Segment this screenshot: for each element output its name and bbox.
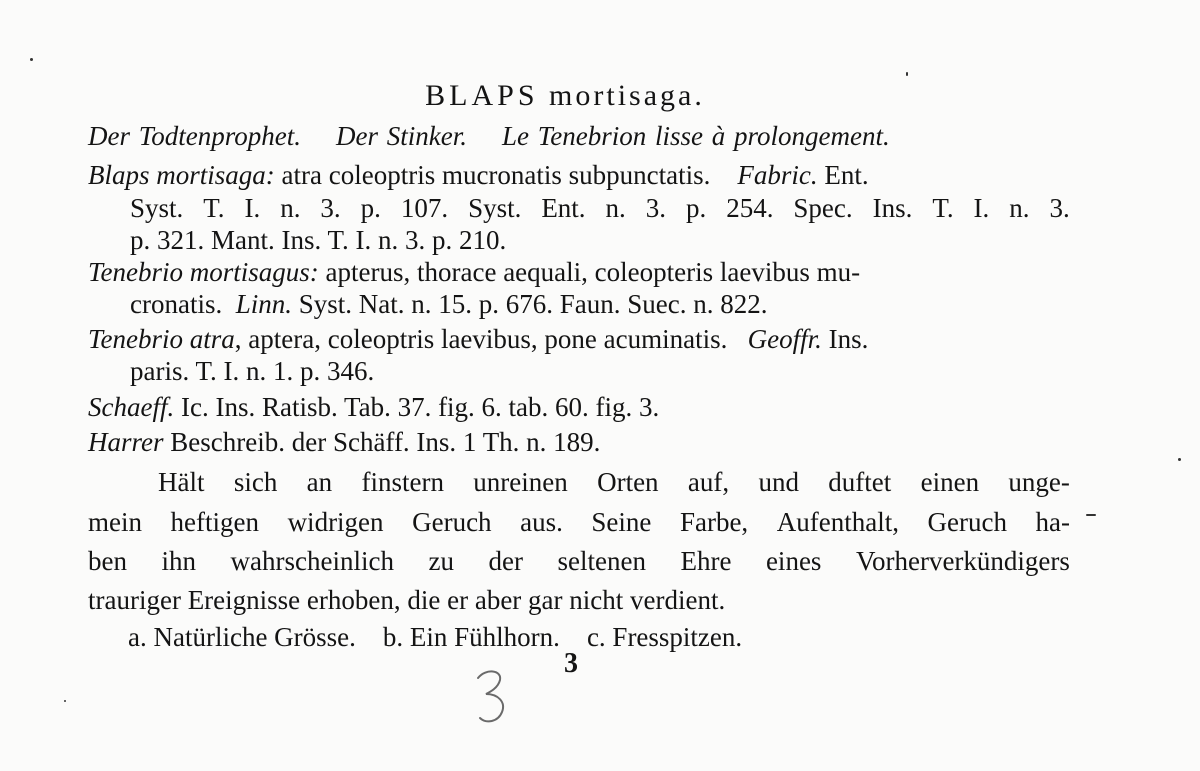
entry-tenebrio-atra-text-1: , aptera, coleoptris laevibus, pone acuminatis. [234,324,728,354]
scan-speck [30,58,33,61]
entry-blaps-text-2-word: n. [605,193,626,223]
entry-blaps-text-2-word: Syst. [130,193,184,223]
scan-speck [1178,458,1181,461]
entry-tenebrio-atra-line-1 [88,323,1070,355]
handwritten-number-3 [468,664,516,728]
paragraph-text-2-word: ha- [1035,507,1070,537]
paragraph-line-4 [88,584,725,616]
entry-blaps-line-1 [88,159,1070,191]
entry-tenebrio-atra-line-2 [130,355,374,387]
paragraph-line-2 [88,506,1070,538]
scan-speck [906,72,908,76]
entry-blaps-text-2-word: 254. [726,193,774,223]
entry-schaeff-name: Schaeff. [88,392,175,422]
common-names-line [88,120,890,152]
entry-blaps-text-2-word: 3. [1049,193,1070,223]
scan-speck [64,700,66,702]
paragraph-line-1 [158,466,1070,498]
entry-tenebrio-mortisagus-author: Linn. [235,289,293,319]
paragraph-text-2-word: Aufenthalt, [776,507,899,537]
entry-blaps-text-2-word: p. [685,193,707,223]
legend-item-b: b. Ein Fühlhorn. [382,622,560,652]
paragraph-text-2-word: widrigen [287,507,384,537]
entry-blaps-author-tail: Ent. [824,160,869,190]
entry-schaeff-text: Ic. Ins. Ratisb. Tab. 37. fig. 6. tab. 60. fig. 3. [180,392,660,422]
entry-blaps-text-2-word: Spec. [793,193,853,223]
paragraph-text-1-word: sich [233,467,278,497]
legend-item-c: c. Fresspitzen. [586,622,743,652]
paragraph-text-3-word: wahrscheinlich [230,546,394,576]
common-name-german-2: Der Stinker. [336,121,467,151]
entry-tenebrio-mortisagus-line-1 [88,256,1070,288]
entry-schaeff-line [88,391,659,423]
paragraph-text-3-word: ben [88,546,127,576]
paragraph-text-3-word: eines [765,546,822,576]
entry-tenebrio-atra-name: Tenebrio atra [88,324,235,354]
paragraph-text-1-word: Orten [597,467,659,497]
entry-harrer-name: Harrer [88,427,164,457]
entry-blaps-text-2-word: Ent. [541,193,586,223]
paragraph-text-2-word: Geruch [412,507,492,537]
entry-tenebrio-atra-author: Geoffr. [747,324,822,354]
page-title [0,78,1130,114]
entry-tenebrio-mortisagus-line-2 [130,288,768,320]
entry-tenebrio-mortisagus-text-1: apterus, thorace aequali, coleopteris laevibus mu- [325,257,861,287]
figure-legend [128,621,742,653]
entry-tenebrio-atra-text-2: Ins. [828,324,869,354]
genus-name: BLAPS [425,79,539,112]
entry-blaps-line-2 [130,192,1070,224]
entry-tenebrio-atra-text-3: paris. T. I. n. 1. p. 346. [130,356,375,386]
entry-blaps-text-3: p. 321. Mant. Ins. T. I. n. 3. p. 210. [130,225,507,255]
entry-tenebrio-mortisagus-name: Tenebrio mortisagus: [88,257,319,287]
paragraph-text-1-word: unreinen [473,467,568,497]
entry-harrer-line [88,426,600,458]
entry-blaps-text-2-word: p. [360,193,381,223]
paragraph-text-2-word: aus. [520,507,563,537]
common-name-french: Le Tenebrion lisse à prolongement. [502,121,890,151]
entry-blaps-text-2-word: T. [203,193,225,223]
page-number: 3 [564,648,578,679]
common-name-german-1: Der Todtenprophet. [88,121,302,151]
paragraph-text-2-word: Seine [591,507,652,537]
paragraph-text-3-word: Ehre [680,546,732,576]
paragraph-text-1-word: einen [920,467,980,497]
paragraph-text-1-word: und [758,467,799,497]
entry-blaps-text-2-word: 107. [400,193,449,223]
paragraph-text-3-word: der [488,546,523,576]
entry-blaps-name: Blaps mortisaga: [88,160,275,190]
paragraph-text-1-word: auf, [687,467,730,497]
entry-blaps-text-2-word: Syst. [468,193,522,223]
paragraph-text-2-word: Geruch [927,507,1007,537]
paragraph-text-3-word: Vorherverkündigers [855,546,1070,576]
species-name: mortisaga. [549,79,705,112]
scan-speck [1086,514,1096,516]
entry-blaps-text-2-word: n. [280,193,301,223]
paragraph-text-1-word: duftet [828,467,892,497]
entry-blaps-author: Fabric. [737,160,818,190]
entry-blaps-text-2-word: T. [932,193,954,223]
entry-tenebrio-mortisagus-text-2: cronatis. [130,289,223,319]
paragraph-text-3-word: zu [428,546,454,576]
paragraph-text-4: trauriger Ereignisse erhoben, die er aber gar nicht verdient. [88,585,726,615]
paragraph-text-1-word: unge- [1008,467,1070,497]
legend-item-a: a. Natürliche Grösse. [128,622,356,652]
paragraph-text-1-word: an [306,467,333,497]
entry-blaps-text-2-word: Ins. [872,193,913,223]
paragraph-text-1-word: Hält [158,467,205,497]
entry-blaps-text-1: atra coleoptris mucronatis subpunctatis. [281,160,711,190]
entry-blaps-text-2-word: 3. [645,193,666,223]
paragraph-text-2-word: heftigen [170,507,260,537]
paragraph-text-2-word: mein [88,507,142,537]
entry-tenebrio-mortisagus-text-3: Syst. Nat. n. 15. p. 676. Faun. Suec. n. 822. [298,289,768,319]
paragraph-line-3 [88,545,1070,577]
paragraph-text-3-word: ihn [161,546,197,576]
paragraph-text-2-word: Farbe, [679,507,749,537]
paragraph-text-3-word: seltenen [557,546,646,576]
entry-blaps-text-2-word: I. [244,193,261,223]
entry-blaps-text-2-word: n. [1009,193,1030,223]
entry-blaps-text-2-word: 3. [320,193,341,223]
entry-blaps-text-2-word: I. [973,193,990,223]
entry-blaps-line-3 [130,224,506,256]
paragraph-text-1-word: finstern [361,467,444,497]
entry-harrer-text: Beschreib. der Schäff. Ins. 1 Th. n. 189. [170,427,601,457]
